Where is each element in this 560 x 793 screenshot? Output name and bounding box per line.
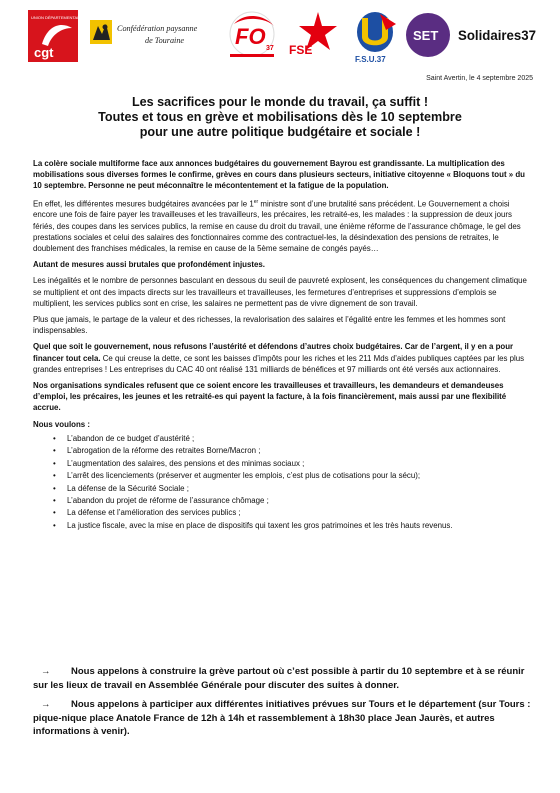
cgt-logo-text: cgt — [34, 45, 54, 60]
call-initiatives — [33, 698, 538, 739]
call-strike — [33, 665, 538, 692]
demand-item: • La défense et l’amélioration des services publics ; — [33, 507, 533, 519]
demands-title: Nous voulons : — [33, 419, 90, 429]
demands-list — [33, 433, 533, 532]
confederation-paysanne-logo — [90, 18, 200, 58]
confederation-logo-line2: de Touraine — [145, 36, 185, 45]
document-title — [30, 95, 530, 140]
austerity-paragraph — [33, 341, 533, 375]
inequalities-paragraph: Les inégalités et le nombre de personnes basculant en dessous du seuil de pauvreté explosent, les conséquences du changement climatique se multiplient et ont des impacts directs sur les travailleurs et travailleuses, les fermetures d’entreprises et suppressions d’emplois se multiplient, les services publics sont en crise, les salaires ne permettent pas de vivre dignement de son travail. — [33, 276, 527, 308]
fo-logo-number: 37 — [266, 45, 274, 52]
austerity-paragraph-rest: Ce qui creuse la dette, ce sont les baisses d’impôts pour les riches et les 211 Mds d’aides publiques captées par les plus grandes entreprises ! Les entreprises du CAC 40 ont réalisé 131 milliards de bénéfices et 97 milliards ont été versés aux actionnaires. — [33, 353, 525, 374]
set-logo-text: SET — [413, 28, 439, 43]
fsu-logo-text: F.S.U.37 — [355, 55, 386, 64]
arrow-right-icon: → — [41, 666, 51, 677]
injustice-subheading: Autant de mesures aussi brutales que profondément injustes. — [33, 260, 265, 270]
demand-item: • L’arrêt des licenciements (préserver et augmenter les emplois, c’est plus de cotisations pour la sécu); — [33, 470, 533, 482]
title-line-3: pour une autre politique budgétaire et sociale ! — [139, 125, 421, 139]
call-strike-text: Nous appelons à construire la grève partout où c’est possible à partir du 10 septembre et à se réunir sur les lieux de travail en Assemblée Générale pour discuter des suites à donner. — [33, 666, 525, 691]
demand-item: • L’abandon de ce budget d’austérité ; — [33, 433, 533, 445]
title-line-1: Les sacrifices pour le monde du travail, ça suffit ! — [131, 95, 429, 109]
intro-paragraph: La colère sociale multiforme face aux annonces budgétaires du gouvernement Bayrou est grandissante. La multiplication des mobilisations sous diverses formes le confirme, grèves en cours dans plusieurs secteurs, initiative citoyenne « Bloquons tout » du 10 septembre. Personne ne peut méconnaître le mécontentement et la fatigue de la population. — [33, 159, 525, 191]
set-logo — [405, 12, 451, 58]
demand-item: • L’augmentation des salaires, des pensions et des minimas sociaux ; — [33, 458, 533, 470]
cgt-logo-subtitle: UNION DÉPARTEMENTALE 37 — [31, 15, 88, 20]
logo-strip — [28, 10, 536, 65]
call-initiatives-text: Nous appelons à participer aux différentes initiatives prévues sur Tours et le département (sur Tours : pique-nique place Anatole France de 12h à 14h et rassemblement à 18h30 place Jean Jaurès, et autres informations à venir). — [33, 699, 531, 737]
confederation-logo-line1: Confédération paysanne — [117, 24, 198, 33]
demand-item: • L’abrogation de la réforme des retraites Borne/Macron ; — [33, 445, 533, 457]
document-date: Saint Avertin, le 4 septembre 2025 — [426, 75, 533, 82]
measures-paragraph — [33, 197, 533, 255]
fsu-logo — [350, 10, 402, 65]
document-body — [33, 158, 533, 532]
fse-logo-text: FSE — [289, 43, 313, 57]
measures-paragraph-start: En effet, les différentes mesures budgétaires avancées par le 1 — [33, 199, 254, 209]
title-line-2: Toutes et tous en grève et mobilisations dès le 10 septembre — [98, 110, 462, 124]
measures-paragraph-rest: ministre sont d’une brutalité sans précédent. Le Gouvernement a choisi encore une fois de faire payer les travailleuses et les travailleurs, les précaires, les retraité-es, les malades : la suppression de deux jours fériés, des coupes dans les services publics, la remise en cause du droit du travail, une énième réforme de l’assurance chômage, le gel des prestations sociales et celui des salaires des fonctionnaires comme des contractuel-les, la désindexation des pensions de retraites, le doublement des franchises médicales, la remise en cause de la 5ème semaine de congés payés… — [33, 199, 521, 254]
demand-item: • L’abandon du projet de réforme de l’assurance chômage ; — [33, 495, 533, 507]
solidaires-logo — [458, 18, 538, 52]
calls-to-action — [33, 665, 538, 745]
demand-item: • La défense de la Sécurité Sociale ; — [33, 483, 533, 495]
measures-paragraph-superscript: er — [253, 198, 259, 205]
arrow-right-icon: → — [41, 699, 51, 710]
austerity-paragraph-bold: Quel que soit le gouvernement, nous refusons l’austérité et défendons d’autres choix budgétaires. Car de l’argent, il y en a pour financer tout cela. — [33, 342, 514, 363]
demand-item: • La justice fiscale, avec la mise en place de dispositifs qui taxent les gros patrimoines et les très hauts revenus. — [33, 520, 533, 532]
solidaires-logo-text: Solidaires37 — [458, 27, 537, 43]
fse-logo — [288, 10, 340, 62]
fo-logo — [226, 10, 284, 62]
fo-logo-text: FO — [235, 24, 266, 49]
unions-paragraph: Nos organisations syndicales refusent que ce soient encore les travailleuses et travailleurs, les demandeurs et demandeuses d’emploi, les précaires, les jeunes et les retraité-es qui payent la facture, à la fois financièrement, mais aussi par une flexibilité accrue. — [33, 381, 507, 413]
cgt-logo — [28, 10, 88, 62]
value-sharing-paragraph: Plus que jamais, le partage de la valeur et des richesses, la revalorisation des salaires et l’égalité entre les femmes et les hommes sont indispensables. — [33, 315, 506, 336]
